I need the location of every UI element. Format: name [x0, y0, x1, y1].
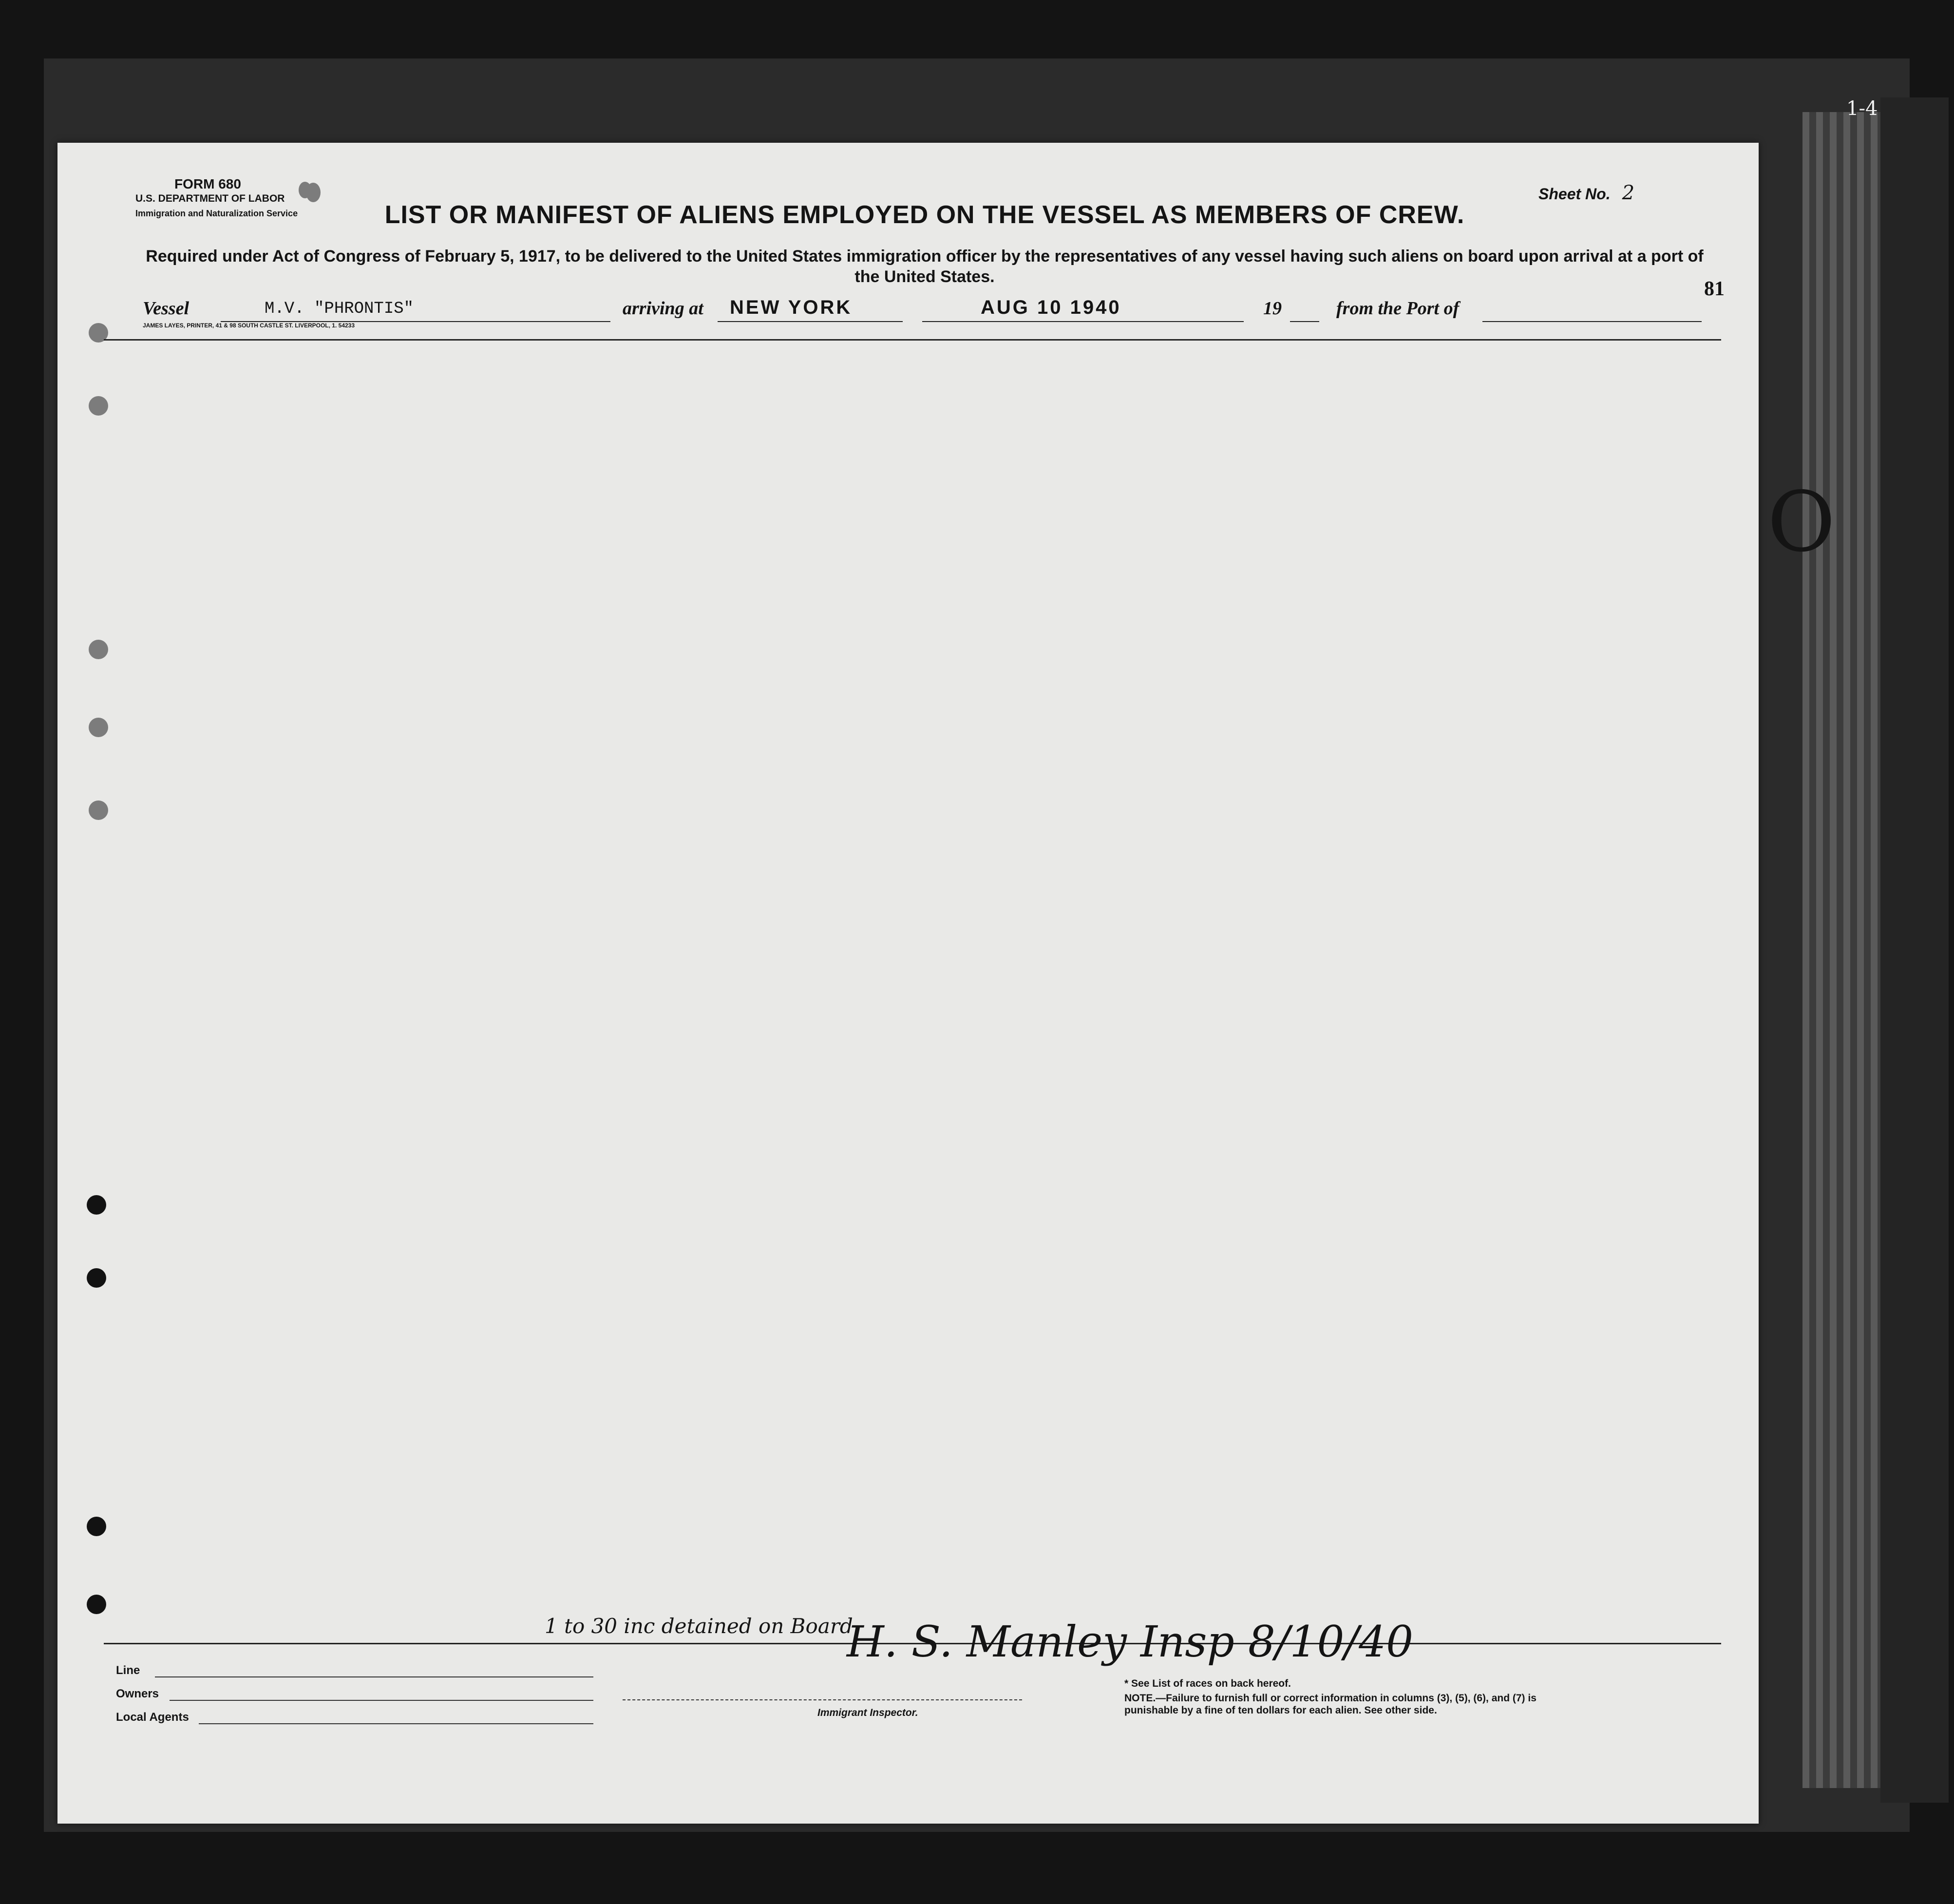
date-underline: [922, 321, 1244, 322]
punch-hole: [87, 1268, 106, 1288]
department-name: U.S. DEPARTMENT OF LABOR: [135, 193, 285, 204]
inspector-label: Immigrant Inspector.: [817, 1707, 918, 1718]
arrival-date: AUG 10 1940: [981, 297, 1121, 318]
race-note: * See List of races on back hereof.: [1124, 1678, 1291, 1689]
form-number: FORM 680: [174, 176, 241, 191]
vessel-line: [143, 298, 1726, 327]
detained-note: 1 to 30 inc detained on Board: [545, 1614, 853, 1638]
corner-pencil-mark: 1-4: [1846, 97, 1878, 120]
arrival-port: NEW YORK: [730, 297, 853, 318]
local-agents-label: Local Agents: [116, 1711, 189, 1724]
document-subtitle: Required under Act of Congress of February 5, 1917, to be delivered to the United States immigration officer by the representatives of any vessel having such aliens on board upon arrival at a port of the United States.: [146, 247, 1704, 286]
punch-hole: [87, 1595, 106, 1614]
line-label: Line: [116, 1664, 140, 1677]
local-agents-field: [199, 1723, 593, 1724]
punch-hole: [87, 1517, 106, 1536]
arriving-label: arriving at: [623, 298, 703, 319]
punch-hole: [306, 183, 321, 202]
crew-manifest-table: [104, 339, 1721, 1644]
from-port-label: from the Port of: [1336, 298, 1460, 319]
port-underline: [718, 321, 903, 322]
year-label: 19: [1263, 298, 1282, 319]
inspector-signature: H. S. Manley Insp 8/10/40: [847, 1617, 1414, 1667]
vessel-name: M.V. "PHRONTIS": [265, 300, 414, 318]
margin-mark: O: [1767, 474, 1836, 571]
document-title: LIST OR MANIFEST OF ALIENS EMPLOYED ON THE VESSEL AS MEMBERS OF CREW.: [384, 201, 1465, 229]
backing-sheet-edge: [1880, 97, 1949, 1803]
line-field: [155, 1676, 593, 1677]
from-port-underline: [1482, 321, 1702, 322]
vessel-label: Vessel: [143, 298, 189, 319]
page-number: 81: [1704, 278, 1725, 300]
sheet-number: [1538, 182, 1634, 204]
penalty-note: NOTE.—Failure to furnish full or correct information in columns (3), (5), (6), and (7) is punishable by a fine of ten dollars for each alien. See other side.: [1124, 1693, 1537, 1716]
owners-label: Owners: [116, 1687, 159, 1700]
inspector-signature-line: [623, 1699, 1022, 1700]
manifest-sheet: [57, 143, 1836, 1824]
year-underline: [1290, 321, 1319, 322]
sheet-label: Sheet No.: [1538, 185, 1611, 203]
stacked-page-edges: [1802, 112, 1885, 1788]
printer-imprint: JAMES LAYES, PRINTER, 41 & 98 SOUTH CASTLE ST. LIVERPOOL, 1. 54233: [143, 322, 355, 329]
service-name: Immigration and Naturalization Service: [135, 209, 298, 218]
sheet-value: 2: [1622, 182, 1635, 204]
owners-field: [170, 1700, 593, 1701]
punch-hole: [87, 1195, 106, 1215]
form-identifier: [135, 177, 298, 221]
